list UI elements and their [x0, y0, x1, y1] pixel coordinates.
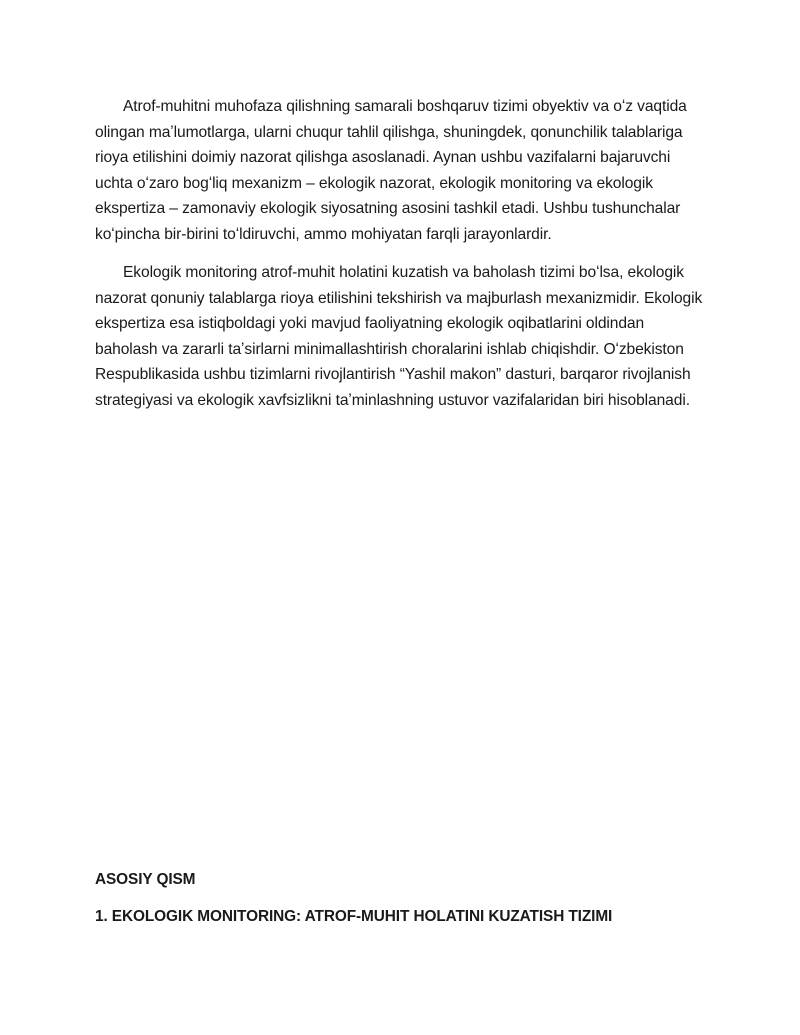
section-heading: ASOSIY QISM — [95, 871, 196, 888]
intro-paragraph-1: Atrof-muhitni muhofaza qilishning samarali boshqaruv tizimi obyektiv va oʻz vaqtida olingan maʼlumotlarga, ularni chuqur tahlil qilishga, shuningdek, qonunchilik talablariga rioya etilishini doimiy nazorat qilishga asoslanadi. Aynan ushbu vazifalarni bajaruvchi uchta oʻzaro bogʻliq mexanizm – ekologik nazorat, ekologik monitoring va ekologik ekspertiza – zamonaviy ekologik siyosatning asosini tashkil etadi. Ushbu tushunchalar koʻpincha bir-birini toʻldiruvchi, ammo mohiyatan farqli jarayonlardir. — [95, 98, 687, 243]
document-body — [95, 94, 705, 426]
intro-paragraph-2: Ekologik monitoring atrof-muhit holatini kuzatish va baholash tizimi boʻlsa, ekologik nazorat qonuniy talablarga rioya etilishini tekshirish va majburlash mexanizmidir. Ekologik ekspertiza esa istiqboldagi yoki mavjud faoliyatning ekologik oqibatlarini oldindan baholash va zararli taʼsirlarni minimallashtirish choralarini ishlab chiqishdir. Oʻzbekiston Respublikasida ushbu tizimlarni rivojlantirish “Yashil makon” dasturi, barqaror rivojlanish strategiyasi va ekologik xavfsizlikni taʼminlashning ustuvor vazifalaridan biri hisoblanadi. — [95, 264, 703, 409]
subsection-heading: 1. EKOLOGIK MONITORING: ATROF-MUHIT HOLATINI KUZATISH TIZIMI — [95, 908, 613, 925]
